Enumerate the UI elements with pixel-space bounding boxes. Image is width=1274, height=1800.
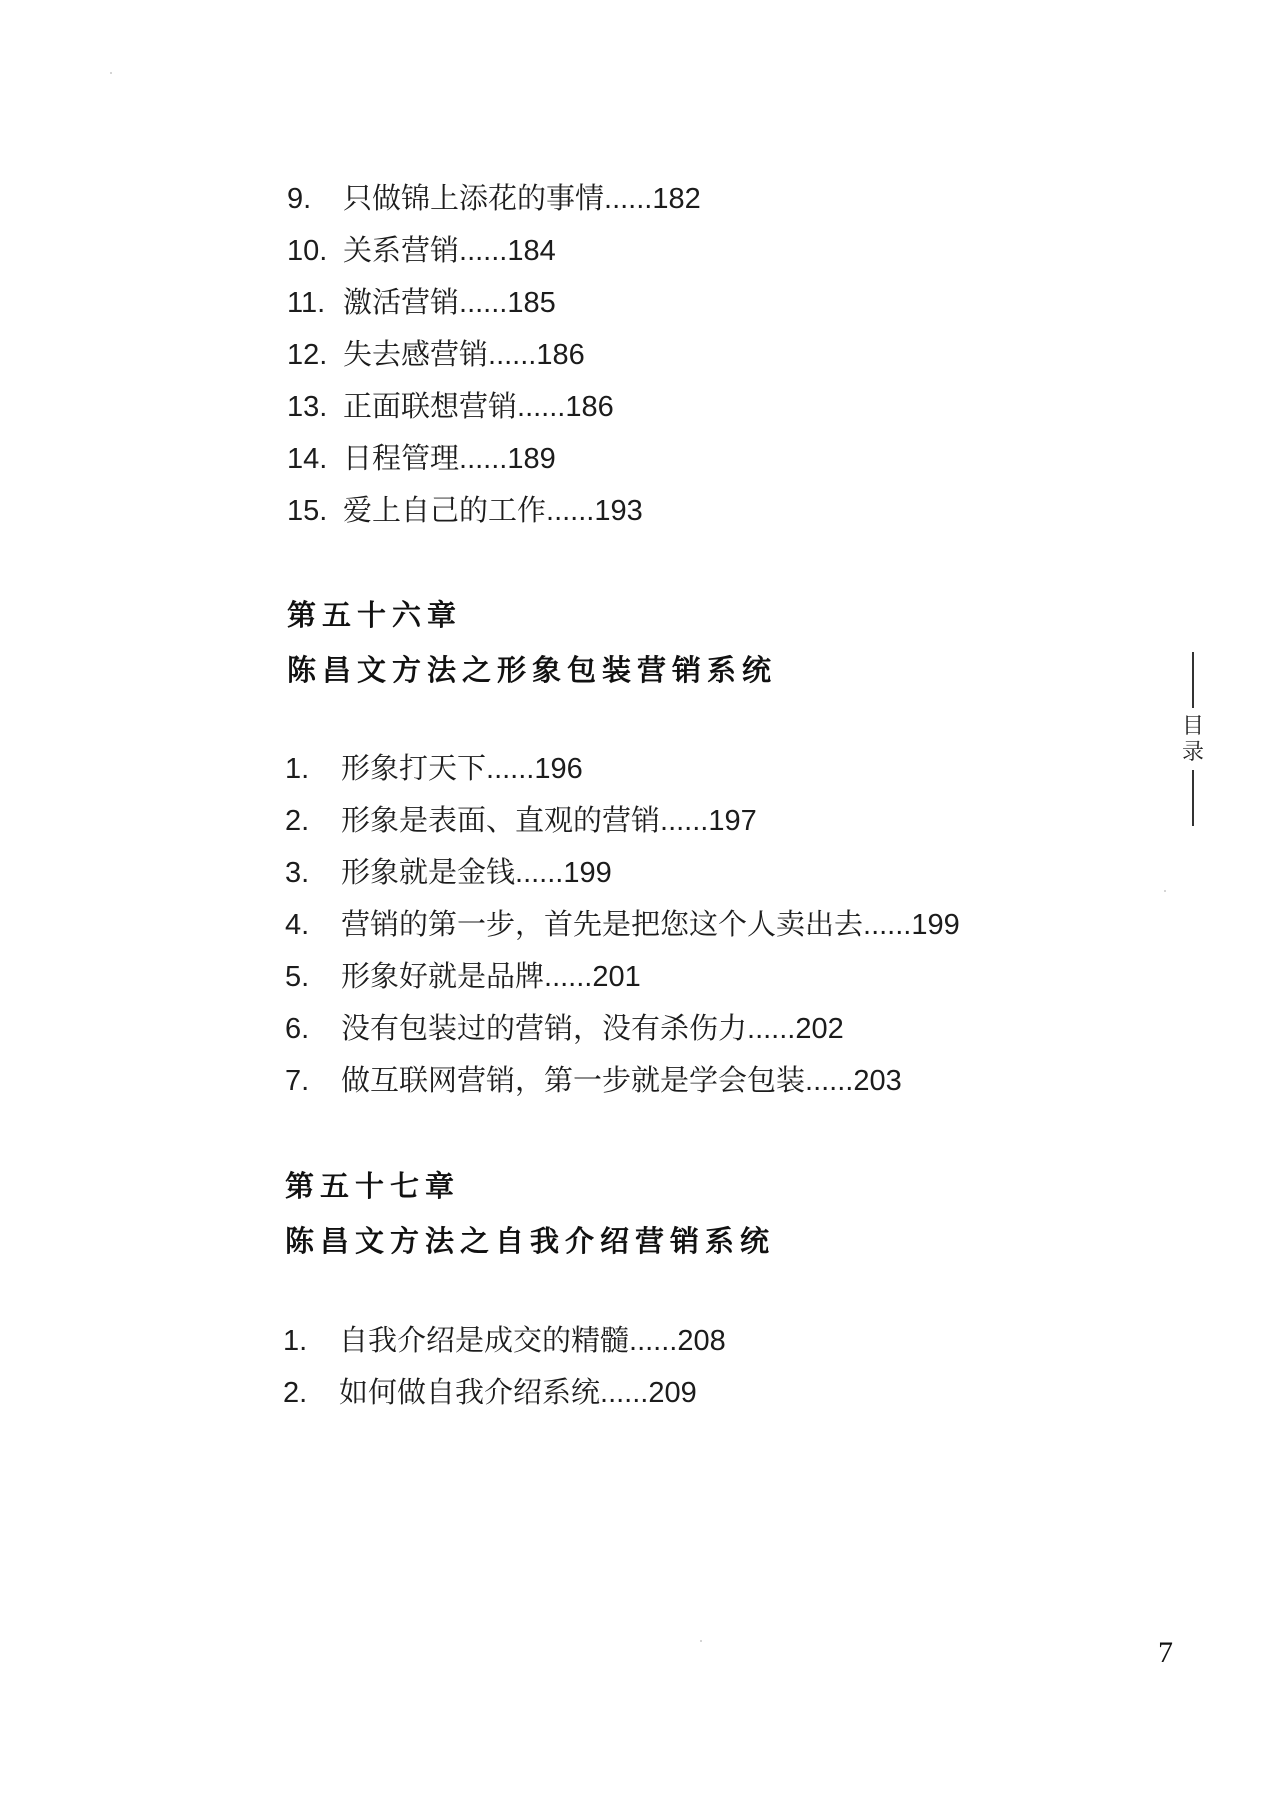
toc-entry-leader: ...... (488, 339, 537, 371)
toc-entry (287, 282, 556, 323)
toc-entry-title: 日程管理 (343, 441, 460, 475)
toc-entry-title: 只做锦上添花的事情 (343, 181, 605, 215)
toc-entry-title: 失去感营销 (343, 337, 489, 371)
toc-entry-leader: ...... (459, 287, 508, 319)
toc-entry-title: 激活营销 (343, 285, 460, 319)
toc-entry-leader: ...... (459, 443, 508, 475)
toc-entry-leader: ...... (604, 183, 653, 215)
toc-entry-number: 3. (285, 857, 310, 889)
toc-entry-title: 如何做自我介绍系统 (339, 1375, 601, 1409)
toc-entry-page: 208 (677, 1325, 726, 1357)
toc-entry-number: 12. (287, 339, 328, 371)
toc-entry-title: 形象打天下 (341, 751, 487, 785)
toc-entry (285, 800, 757, 841)
toc-entry-leader: ...... (459, 235, 508, 267)
toc-entry-page: 199 (563, 857, 612, 889)
toc-entry-page: 199 (911, 909, 960, 941)
toc-entry-number: 2. (285, 805, 310, 837)
toc-entry-page: 182 (652, 183, 701, 215)
toc-entry-leader: ...... (600, 1377, 649, 1409)
side-tab-label: 目录 (1181, 714, 1204, 765)
chapter-heading-title: 陈昌文方法之形象包装营销系统 (287, 653, 778, 687)
toc-entry-title: 没有包装过的营销，没有杀伤力 (341, 1011, 748, 1045)
side-tab-rule-top (1192, 652, 1194, 708)
toc-entry-number: 2. (283, 1377, 308, 1409)
toc-entry (287, 386, 614, 427)
scan-speck (1164, 890, 1166, 892)
toc-entry-number: 1. (283, 1325, 308, 1357)
toc-entry-leader: ...... (660, 805, 709, 837)
toc-entry-title: 爱上自己的工作 (343, 493, 547, 527)
toc-entry-page: 185 (507, 287, 556, 319)
toc-entry-page: 189 (507, 443, 556, 475)
toc-entry-number: 6. (285, 1013, 310, 1045)
toc-entry-title: 形象就是金钱 (341, 855, 516, 889)
toc-entry-leader: ...... (515, 857, 564, 889)
toc-entry-title: 自我介绍是成交的精髓 (339, 1323, 630, 1357)
toc-entry (283, 1320, 726, 1361)
toc-entry-number: 13. (287, 391, 328, 423)
toc-entry-leader: ...... (629, 1325, 678, 1357)
toc-entry (285, 1008, 844, 1049)
toc-entry-number: 1. (285, 753, 310, 785)
toc-entry-number: 15. (287, 495, 328, 527)
toc-entry-title: 关系营销 (343, 233, 460, 267)
toc-entry (287, 438, 556, 479)
toc-entry-page: 186 (565, 391, 614, 423)
toc-entry-leader: ...... (863, 909, 912, 941)
toc-entry-number: 4. (285, 909, 310, 941)
toc-entry-leader: ...... (805, 1065, 854, 1097)
toc-entry (285, 956, 641, 997)
toc-entry-title: 正面联想营销 (343, 389, 518, 423)
toc-entry (287, 490, 643, 531)
toc-entry-page: 193 (594, 495, 643, 527)
toc-entry-leader: ...... (747, 1013, 796, 1045)
toc-entry (285, 748, 583, 789)
toc-entry-number: 9. (287, 183, 312, 215)
toc-entry-page: 201 (592, 961, 641, 993)
toc-entry (285, 904, 960, 945)
toc-entry-leader: ...... (486, 753, 535, 785)
section-side-tab (1178, 652, 1208, 822)
toc-entry (285, 1060, 902, 1101)
toc-entry (287, 230, 556, 271)
toc-entry (287, 334, 585, 375)
scan-speck (110, 72, 112, 74)
toc-entry-page: 197 (708, 805, 757, 837)
toc-entry-page: 209 (648, 1377, 697, 1409)
page-number: 7 (1158, 1636, 1173, 1669)
toc-entry-leader: ...... (546, 495, 595, 527)
toc-entry-number: 10. (287, 235, 328, 267)
toc-entry-number: 5. (285, 961, 310, 993)
toc-entry (285, 852, 612, 893)
toc-entry-page: 184 (507, 235, 556, 267)
toc-entry-title: 形象是表面、直观的营销 (341, 803, 661, 837)
toc-entry-number: 14. (287, 443, 328, 475)
side-tab-rule-bottom (1192, 770, 1194, 826)
toc-entry-title: 形象好就是品牌 (341, 959, 545, 993)
chapter-heading-number: 第五十六章 (287, 598, 463, 632)
chapter-heading-number: 第五十七章 (285, 1169, 461, 1203)
toc-entry-page: 203 (853, 1065, 902, 1097)
toc-entry-leader: ...... (517, 391, 566, 423)
toc-entry (287, 178, 701, 219)
toc-entry-page: 196 (534, 753, 583, 785)
toc-entry-title: 做互联网营销，第一步就是学会包装 (341, 1063, 806, 1097)
scan-speck (700, 1640, 702, 1642)
toc-entry-number: 7. (285, 1065, 310, 1097)
toc-entry-page: 202 (795, 1013, 844, 1045)
toc-entry-number: 11. (287, 287, 326, 319)
toc-entry-page: 186 (536, 339, 585, 371)
chapter-heading-title: 陈昌文方法之自我介绍营销系统 (285, 1224, 776, 1258)
toc-entry (283, 1372, 697, 1413)
toc-entry-leader: ...... (544, 961, 593, 993)
toc-entry-title: 营销的第一步，首先是把您这个人卖出去 (341, 907, 864, 941)
